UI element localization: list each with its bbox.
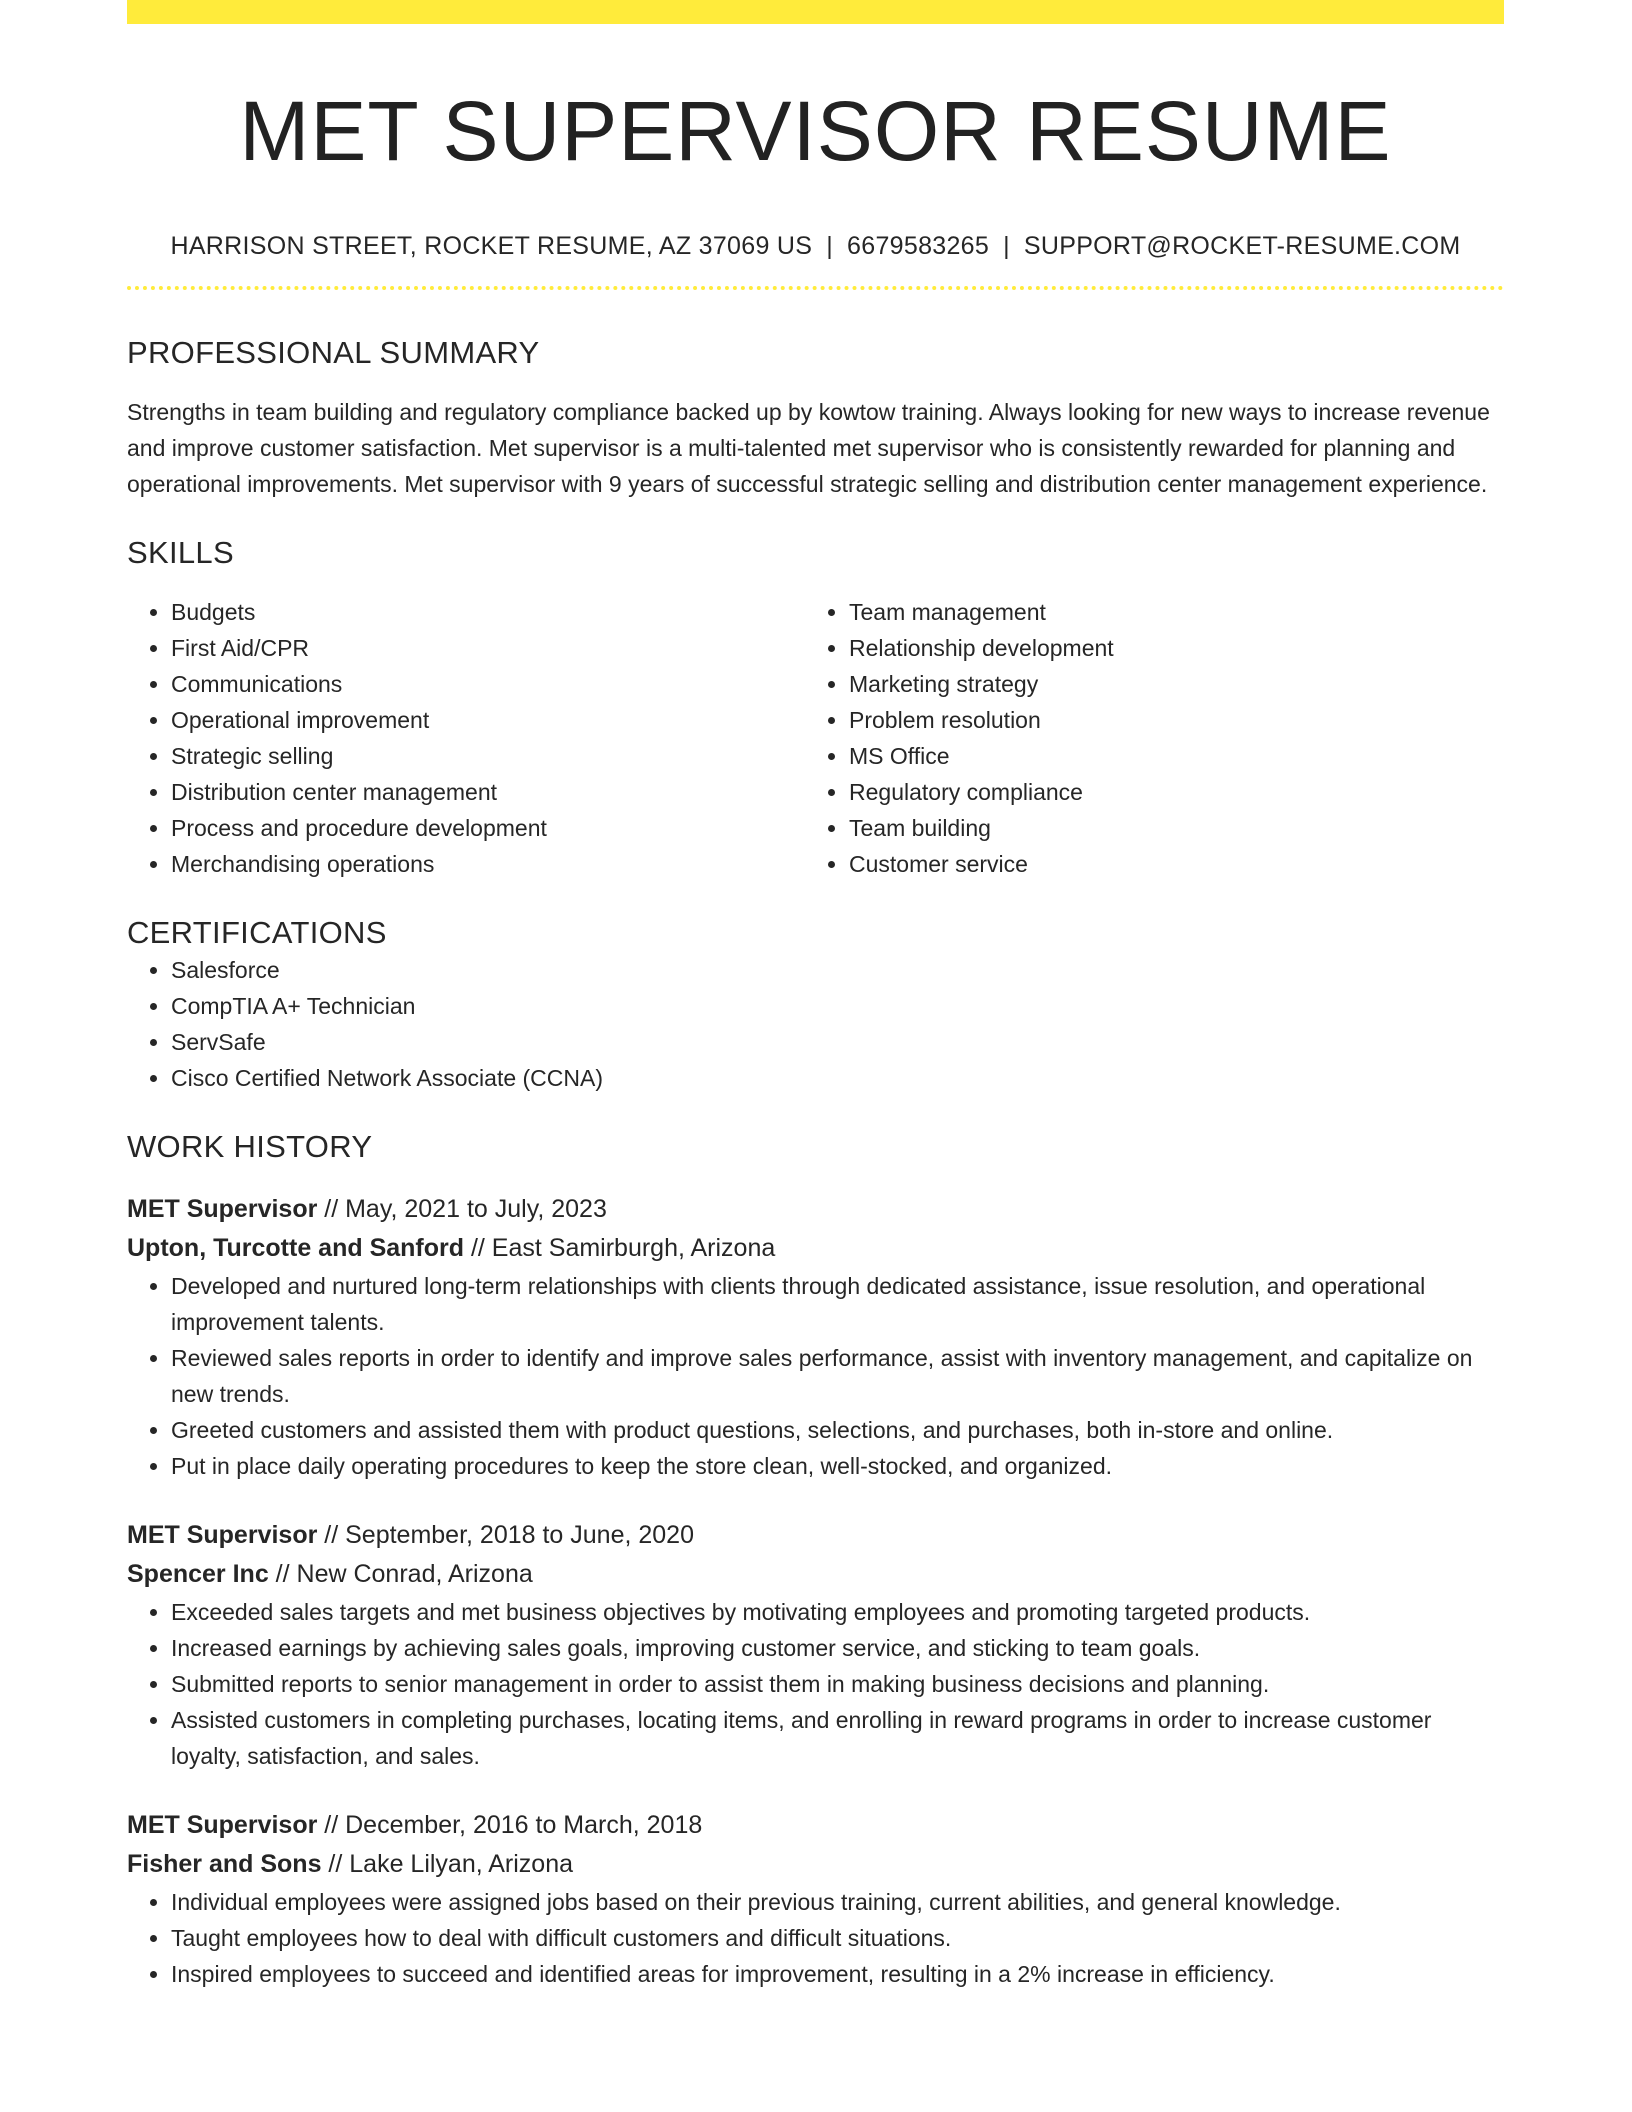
job-title-line [127, 1516, 1504, 1555]
resume-title: MET SUPERVISOR RESUME [239, 84, 1392, 178]
contact-address: HARRISON STREET, ROCKET RESUME, AZ 37069 US [170, 232, 813, 260]
job-title: MET Supervisor [127, 1811, 318, 1839]
certification-item: • CompTIA A+ Technician [171, 988, 1504, 1024]
skill-item: • Strategic selling [171, 738, 805, 774]
job-location: // New Conrad, Arizona [268, 1560, 533, 1588]
skills-list [127, 594, 1504, 882]
skill-item: • Operational improvement [171, 702, 805, 738]
skill-item: • Problem resolution [849, 702, 1483, 738]
job-duties-list [127, 1884, 1504, 1992]
summary-text: Strengths in team building and regulatory compliance backed up by kowtow training. Always looking for new ways to increase revenue and improve customer satisfaction. Met supervisor is a multi-talented met supervisor who is consistently rewarded for planning and operational improvements. Met supervisor with 9 years of successful strategic selling and distribution center management experience. [127, 399, 1490, 497]
job-duties-list [127, 1594, 1504, 1774]
contact-separator: | [826, 232, 834, 260]
contact-line [127, 230, 1504, 262]
job-dates: // December, 2016 to March, 2018 [317, 1811, 703, 1839]
job-location: // Lake Lilyan, Arizona [321, 1850, 574, 1878]
contact-separator: | [1003, 232, 1010, 260]
job-entry [127, 1516, 1504, 1774]
job-company-line [127, 1555, 1504, 1594]
skills-heading: SKILLS [127, 535, 234, 570]
certification-item: • Cisco Certified Network Associate (CCNA) [171, 1060, 1504, 1096]
job-dates: // September, 2018 to June, 2020 [317, 1521, 694, 1549]
job-location: // East Samirburgh, Arizona [464, 1234, 776, 1262]
skill-item: • Distribution center management [171, 774, 805, 810]
contact-phone: 6679583265 [847, 232, 990, 260]
certification-item: • Salesforce [171, 952, 1504, 988]
skill-item: • Team building [849, 810, 1483, 846]
skill-item: • Relationship development [849, 630, 1483, 666]
job-duty: • Inspired employees to succeed and identified areas for improvement, resulting in a 2% increase in efficiency. [171, 1956, 1504, 1992]
job-title: MET Supervisor [127, 1195, 318, 1223]
job-duty: • Assisted customers in completing purchases, locating items, and enrolling in reward programs in order to increase customer loyalty, satisfaction, and sales. [171, 1702, 1504, 1774]
summary-heading: PROFESSIONAL SUMMARY [127, 335, 540, 370]
skills-left-column [127, 594, 805, 882]
skill-item: • Team management [849, 594, 1483, 630]
work-history-heading: WORK HISTORY [127, 1129, 373, 1164]
skill-item: • Process and procedure development [171, 810, 805, 846]
skill-item: • Communications [171, 666, 805, 702]
job-duty: • Taught employees how to deal with difficult customers and difficult situations. [171, 1920, 1504, 1956]
job-company: Upton, Turcotte and Sanford [127, 1234, 465, 1262]
job-company: Spencer Inc [127, 1560, 269, 1588]
job-title-line [127, 1190, 1504, 1229]
skill-item: • Budgets [171, 594, 805, 630]
resume-content [127, 24, 1504, 1992]
job-duty: • Exceeded sales targets and met business objectives by motivating employees and promoting targeted products. [171, 1594, 1504, 1630]
skill-item: • Merchandising operations [171, 846, 805, 882]
skills-right-column [805, 594, 1483, 882]
dotted-divider [127, 286, 1504, 290]
job-dates: // May, 2021 to July, 2023 [317, 1195, 607, 1223]
job-company-line [127, 1229, 1504, 1268]
job-company: Fisher and Sons [127, 1850, 322, 1878]
skill-item: • Regulatory compliance [849, 774, 1483, 810]
skill-item: • MS Office [849, 738, 1483, 774]
certifications-list [127, 952, 1504, 1096]
job-entry [127, 1806, 1504, 1992]
job-duty: • Reviewed sales reports in order to identify and improve sales performance, assist with inventory management, and capitalize on new trends. [171, 1340, 1504, 1412]
job-title-line [127, 1806, 1504, 1845]
skill-item: • Customer service [849, 846, 1483, 882]
job-title: MET Supervisor [127, 1521, 318, 1549]
job-duty: • Developed and nurtured long-term relationships with clients through dedicated assistance, issue resolution, and operational improvement talents. [171, 1268, 1504, 1340]
contact-email: SUPPORT@ROCKET-RESUME.COM [1023, 232, 1461, 260]
job-entry [127, 1190, 1504, 1484]
job-duty: • Put in place daily operating procedures to keep the store clean, well-stocked, and organized. [171, 1448, 1504, 1484]
job-duty: • Greeted customers and assisted them with product questions, selections, and purchases, both in-store and online. [171, 1412, 1504, 1448]
job-company-line [127, 1845, 1504, 1884]
certification-item: • ServSafe [171, 1024, 1504, 1060]
job-duty: • Individual employees were assigned jobs based on their previous training, current abilities, and general knowledge. [171, 1884, 1504, 1920]
job-duty: • Increased earnings by achieving sales goals, improving customer service, and sticking to team goals. [171, 1630, 1504, 1666]
skill-item: • First Aid/CPR [171, 630, 805, 666]
skill-item: • Marketing strategy [849, 666, 1483, 702]
job-duties-list [127, 1268, 1504, 1484]
top-accent-bar [127, 0, 1504, 24]
certifications-heading: CERTIFICATIONS [127, 915, 387, 950]
job-duty: • Submitted reports to senior management in order to assist them in making business decisions and planning. [171, 1666, 1504, 1702]
